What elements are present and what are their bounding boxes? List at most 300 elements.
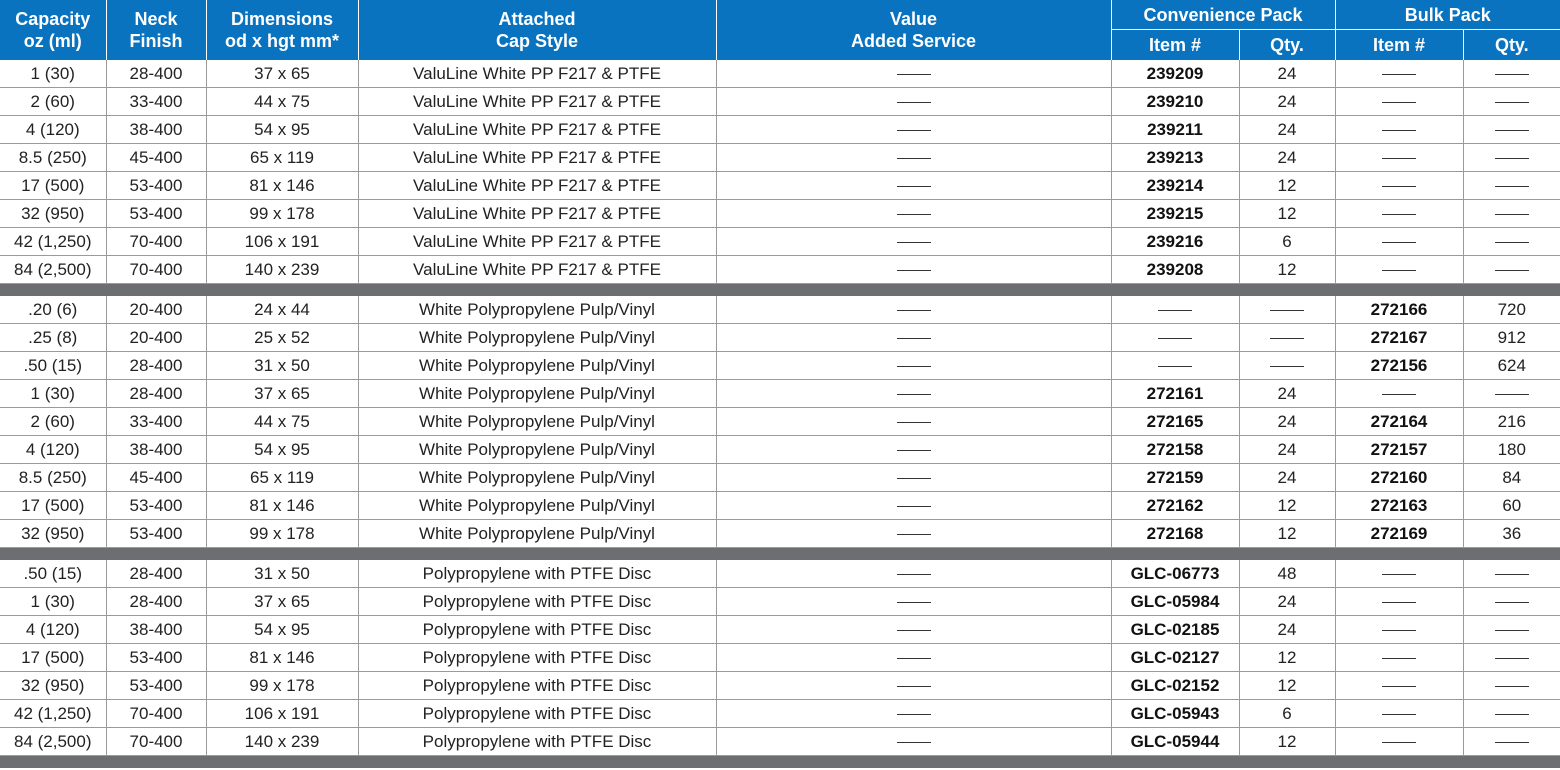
bulk-qty-cell: [1463, 88, 1560, 116]
convenience-item-cell: 239209: [1111, 60, 1239, 88]
value-added-service-header: Value Added Service: [716, 0, 1111, 60]
cap-style-cell: Polypropylene with PTFE Disc: [358, 672, 716, 700]
table-row: [0, 728, 1560, 756]
convenience-qty-header: Qty.: [1239, 30, 1335, 61]
not-available-dash: [897, 478, 931, 479]
capacity-cell: 32 (950): [0, 520, 106, 548]
convenience-qty-cell: 12: [1239, 200, 1335, 228]
capacity-cell: 32 (950): [0, 200, 106, 228]
not-available-dash: [897, 338, 931, 339]
cap-style-cell: White Polypropylene Pulp/Vinyl: [358, 520, 716, 548]
table-row: [0, 116, 1560, 144]
dimensions-cell: 44 x 75: [206, 88, 358, 116]
not-available-dash: [1270, 310, 1304, 311]
capacity-cell: .50 (15): [0, 352, 106, 380]
value-added-service-cell: [716, 672, 1111, 700]
cap-style-cell: White Polypropylene Pulp/Vinyl: [358, 380, 716, 408]
value-added-service-cell: [716, 116, 1111, 144]
bulk-qty-cell: [1463, 588, 1560, 616]
table-row: [0, 296, 1560, 324]
not-available-dash: [1495, 394, 1529, 395]
bulk-qty-cell: [1463, 672, 1560, 700]
dimensions-cell: 37 x 65: [206, 588, 358, 616]
capacity-cell: 32 (950): [0, 672, 106, 700]
cap-style-cell: Polypropylene with PTFE Disc: [358, 728, 716, 756]
table-header: [0, 0, 1560, 60]
neck-finish-cell: 53-400: [106, 492, 206, 520]
cap-style-cell: ValuLine White PP F217 & PTFE: [358, 88, 716, 116]
dimensions-cell: 81 x 146: [206, 172, 358, 200]
bulk-qty-cell: [1463, 116, 1560, 144]
convenience-item-cell: 239210: [1111, 88, 1239, 116]
convenience-qty-cell: [1239, 352, 1335, 380]
table-row: [0, 644, 1560, 672]
not-available-dash: [897, 742, 931, 743]
bulk-item-cell: [1335, 728, 1463, 756]
cap-style-header: Attached Cap Style: [358, 0, 716, 60]
cap-style-cell: ValuLine White PP F217 & PTFE: [358, 60, 716, 88]
not-available-dash: [897, 714, 931, 715]
table-row: [0, 380, 1560, 408]
bulk-qty-cell: 84: [1463, 464, 1560, 492]
not-available-dash: [1382, 130, 1416, 131]
value-added-service-cell: [716, 296, 1111, 324]
dimensions-cell: 54 x 95: [206, 616, 358, 644]
value-added-service-cell: [716, 380, 1111, 408]
bulk-qty-cell: [1463, 560, 1560, 588]
dimensions-cell: 37 x 65: [206, 380, 358, 408]
not-available-dash: [1495, 74, 1529, 75]
not-available-dash: [1382, 574, 1416, 575]
dimensions-cell: 99 x 178: [206, 520, 358, 548]
cap-style-cell: White Polypropylene Pulp/Vinyl: [358, 352, 716, 380]
not-available-dash: [1495, 602, 1529, 603]
not-available-dash: [897, 130, 931, 131]
dimensions-cell: 140 x 239: [206, 256, 358, 284]
capacity-cell: 17 (500): [0, 492, 106, 520]
not-available-dash: [1382, 714, 1416, 715]
cap-style-cell: Polypropylene with PTFE Disc: [358, 560, 716, 588]
group-separator: [0, 548, 1560, 561]
bulk-qty-cell: [1463, 644, 1560, 672]
table-row: [0, 492, 1560, 520]
neck-finish-cell: 45-400: [106, 464, 206, 492]
not-available-dash: [1495, 214, 1529, 215]
value-added-service-cell: [716, 144, 1111, 172]
not-available-dash: [1495, 242, 1529, 243]
bulk-item-cell: 272169: [1335, 520, 1463, 548]
not-available-dash: [1495, 270, 1529, 271]
table-row: [0, 520, 1560, 548]
not-available-dash: [1382, 186, 1416, 187]
bulk-qty-cell: [1463, 728, 1560, 756]
table-row: [0, 672, 1560, 700]
bulk-qty-cell: [1463, 144, 1560, 172]
convenience-qty-cell: 48: [1239, 560, 1335, 588]
neck-finish-cell: 38-400: [106, 436, 206, 464]
convenience-item-cell: 239208: [1111, 256, 1239, 284]
convenience-item-cell: 272165: [1111, 408, 1239, 436]
convenience-qty-cell: 24: [1239, 60, 1335, 88]
cap-style-cell: ValuLine White PP F217 & PTFE: [358, 172, 716, 200]
capacity-cell: .20 (6): [0, 296, 106, 324]
convenience-item-cell: 272158: [1111, 436, 1239, 464]
bulk-item-header: Item #: [1335, 30, 1463, 61]
value-added-service-cell: [716, 88, 1111, 116]
convenience-item-cell: 239211: [1111, 116, 1239, 144]
value-added-service-cell: [716, 520, 1111, 548]
not-available-dash: [1382, 242, 1416, 243]
table-row: [0, 88, 1560, 116]
bulk-item-cell: [1335, 616, 1463, 644]
bulk-qty-cell: [1463, 60, 1560, 88]
capacity-cell: 8.5 (250): [0, 464, 106, 492]
dimensions-cell: 99 x 178: [206, 200, 358, 228]
neck-finish-cell: 45-400: [106, 144, 206, 172]
dimensions-cell: 24 x 44: [206, 296, 358, 324]
convenience-item-cell: [1111, 352, 1239, 380]
bulk-qty-cell: 216: [1463, 408, 1560, 436]
convenience-qty-cell: 24: [1239, 116, 1335, 144]
capacity-cell: 2 (60): [0, 88, 106, 116]
convenience-item-cell: 239213: [1111, 144, 1239, 172]
value-added-service-cell: [716, 228, 1111, 256]
cap-style-cell: ValuLine White PP F217 & PTFE: [358, 228, 716, 256]
bulk-item-cell: [1335, 588, 1463, 616]
not-available-dash: [1495, 102, 1529, 103]
not-available-dash: [897, 574, 931, 575]
convenience-item-cell: 272168: [1111, 520, 1239, 548]
table-body: [0, 60, 1560, 768]
capacity-cell: 1 (30): [0, 60, 106, 88]
not-available-dash: [1382, 658, 1416, 659]
convenience-item-cell: GLC-05944: [1111, 728, 1239, 756]
bulk-item-cell: 272163: [1335, 492, 1463, 520]
convenience-item-cell: 239215: [1111, 200, 1239, 228]
not-available-dash: [897, 506, 931, 507]
bulk-qty-cell: 180: [1463, 436, 1560, 464]
neck-finish-cell: 38-400: [106, 116, 206, 144]
table-row: [0, 200, 1560, 228]
bulk-qty-cell: [1463, 700, 1560, 728]
not-available-dash: [897, 602, 931, 603]
not-available-dash: [897, 422, 931, 423]
convenience-qty-cell: 12: [1239, 492, 1335, 520]
cap-style-cell: Polypropylene with PTFE Disc: [358, 644, 716, 672]
bulk-qty-cell: [1463, 172, 1560, 200]
neck-finish-cell: 53-400: [106, 644, 206, 672]
value-added-service-cell: [716, 700, 1111, 728]
neck-finish-cell: 28-400: [106, 380, 206, 408]
table-row: [0, 616, 1560, 644]
not-available-dash: [1382, 270, 1416, 271]
cap-style-cell: ValuLine White PP F217 & PTFE: [358, 116, 716, 144]
convenience-qty-cell: [1239, 324, 1335, 352]
bulk-qty-cell: [1463, 380, 1560, 408]
not-available-dash: [897, 270, 931, 271]
table-row: [0, 144, 1560, 172]
convenience-item-cell: GLC-02152: [1111, 672, 1239, 700]
capacity-cell: 1 (30): [0, 588, 106, 616]
capacity-cell: 8.5 (250): [0, 144, 106, 172]
not-available-dash: [897, 686, 931, 687]
bulk-item-cell: [1335, 172, 1463, 200]
not-available-dash: [1495, 186, 1529, 187]
neck-finish-header: Neck Finish: [106, 0, 206, 60]
capacity-cell: 1 (30): [0, 380, 106, 408]
value-added-service-cell: [716, 324, 1111, 352]
convenience-qty-cell: 24: [1239, 436, 1335, 464]
neck-finish-cell: 70-400: [106, 728, 206, 756]
convenience-qty-cell: 12: [1239, 672, 1335, 700]
capacity-cell: 2 (60): [0, 408, 106, 436]
bulk-qty-cell: [1463, 256, 1560, 284]
capacity-header: Capacity oz (ml): [0, 0, 106, 60]
bulk-item-cell: [1335, 644, 1463, 672]
convenience-qty-cell: 24: [1239, 588, 1335, 616]
neck-finish-cell: 53-400: [106, 200, 206, 228]
convenience-qty-cell: 6: [1239, 700, 1335, 728]
neck-finish-cell: 53-400: [106, 672, 206, 700]
not-available-dash: [1382, 602, 1416, 603]
not-available-dash: [1382, 394, 1416, 395]
bulk-item-cell: [1335, 672, 1463, 700]
bulk-item-cell: 272157: [1335, 436, 1463, 464]
value-added-service-cell: [716, 256, 1111, 284]
neck-finish-cell: 28-400: [106, 60, 206, 88]
not-available-dash: [1495, 742, 1529, 743]
capacity-cell: 84 (2,500): [0, 728, 106, 756]
neck-finish-cell: 70-400: [106, 228, 206, 256]
not-available-dash: [1495, 630, 1529, 631]
not-available-dash: [1382, 74, 1416, 75]
neck-finish-cell: 33-400: [106, 88, 206, 116]
not-available-dash: [897, 394, 931, 395]
convenience-qty-cell: 24: [1239, 144, 1335, 172]
convenience-qty-cell: 24: [1239, 380, 1335, 408]
bulk-item-cell: 272167: [1335, 324, 1463, 352]
value-added-service-cell: [716, 464, 1111, 492]
convenience-qty-cell: 6: [1239, 228, 1335, 256]
cap-style-cell: White Polypropylene Pulp/Vinyl: [358, 324, 716, 352]
not-available-dash: [897, 310, 931, 311]
not-available-dash: [897, 450, 931, 451]
neck-finish-cell: 28-400: [106, 352, 206, 380]
value-added-service-cell: [716, 728, 1111, 756]
dimensions-cell: 54 x 95: [206, 436, 358, 464]
group-separator: [0, 284, 1560, 297]
value-added-service-cell: [716, 200, 1111, 228]
not-available-dash: [1382, 102, 1416, 103]
table-row: [0, 464, 1560, 492]
not-available-dash: [1382, 686, 1416, 687]
dimensions-cell: 81 x 146: [206, 644, 358, 672]
value-added-service-cell: [716, 492, 1111, 520]
cap-style-cell: White Polypropylene Pulp/Vinyl: [358, 492, 716, 520]
value-added-service-cell: [716, 588, 1111, 616]
not-available-dash: [897, 214, 931, 215]
neck-finish-cell: 70-400: [106, 256, 206, 284]
capacity-cell: 17 (500): [0, 172, 106, 200]
capacity-cell: 4 (120): [0, 616, 106, 644]
bulk-qty-header: Qty.: [1463, 30, 1560, 61]
not-available-dash: [897, 242, 931, 243]
bulk-item-cell: [1335, 380, 1463, 408]
convenience-item-cell: [1111, 324, 1239, 352]
bulk-item-cell: 272156: [1335, 352, 1463, 380]
not-available-dash: [1158, 338, 1192, 339]
cap-style-cell: Polypropylene with PTFE Disc: [358, 616, 716, 644]
convenience-item-cell: GLC-02185: [1111, 616, 1239, 644]
bulk-item-cell: 272160: [1335, 464, 1463, 492]
bulk-item-cell: [1335, 200, 1463, 228]
bulk-item-cell: [1335, 228, 1463, 256]
bulk-qty-cell: 720: [1463, 296, 1560, 324]
value-added-service-cell: [716, 60, 1111, 88]
convenience-item-cell: 272161: [1111, 380, 1239, 408]
bulk-item-cell: 272164: [1335, 408, 1463, 436]
capacity-cell: .25 (8): [0, 324, 106, 352]
not-available-dash: [1382, 630, 1416, 631]
dimensions-cell: 25 x 52: [206, 324, 358, 352]
convenience-item-header: Item #: [1111, 30, 1239, 61]
not-available-dash: [1495, 714, 1529, 715]
not-available-dash: [897, 366, 931, 367]
bulk-item-cell: 272166: [1335, 296, 1463, 324]
not-available-dash: [1495, 130, 1529, 131]
convenience-item-cell: 239214: [1111, 172, 1239, 200]
convenience-item-cell: 239216: [1111, 228, 1239, 256]
dimensions-cell: 54 x 95: [206, 116, 358, 144]
convenience-qty-cell: 12: [1239, 644, 1335, 672]
bulk-item-cell: [1335, 144, 1463, 172]
convenience-qty-cell: 24: [1239, 88, 1335, 116]
dimensions-cell: 106 x 191: [206, 700, 358, 728]
bulk-qty-cell: 60: [1463, 492, 1560, 520]
dimensions-cell: 81 x 146: [206, 492, 358, 520]
table-row: [0, 352, 1560, 380]
convenience-item-cell: [1111, 296, 1239, 324]
convenience-qty-cell: 12: [1239, 172, 1335, 200]
convenience-item-cell: GLC-05984: [1111, 588, 1239, 616]
bulk-item-cell: [1335, 88, 1463, 116]
neck-finish-cell: 20-400: [106, 296, 206, 324]
dimensions-cell: 31 x 50: [206, 352, 358, 380]
not-available-dash: [1495, 574, 1529, 575]
cap-style-cell: White Polypropylene Pulp/Vinyl: [358, 436, 716, 464]
value-added-service-cell: [716, 352, 1111, 380]
not-available-dash: [1382, 742, 1416, 743]
convenience-qty-cell: 12: [1239, 520, 1335, 548]
convenience-item-cell: 272162: [1111, 492, 1239, 520]
not-available-dash: [897, 534, 931, 535]
capacity-cell: 84 (2,500): [0, 256, 106, 284]
not-available-dash: [1495, 158, 1529, 159]
bulk-qty-cell: 36: [1463, 520, 1560, 548]
not-available-dash: [1270, 338, 1304, 339]
table-row: [0, 700, 1560, 728]
bulk-qty-cell: 912: [1463, 324, 1560, 352]
not-available-dash: [897, 74, 931, 75]
not-available-dash: [897, 186, 931, 187]
capacity-cell: 42 (1,250): [0, 700, 106, 728]
dimensions-cell: 37 x 65: [206, 60, 358, 88]
capacity-cell: 4 (120): [0, 116, 106, 144]
not-available-dash: [897, 630, 931, 631]
cap-style-cell: ValuLine White PP F217 & PTFE: [358, 256, 716, 284]
convenience-item-cell: GLC-02127: [1111, 644, 1239, 672]
not-available-dash: [1158, 366, 1192, 367]
not-available-dash: [1382, 158, 1416, 159]
convenience-qty-cell: 12: [1239, 256, 1335, 284]
cap-style-cell: ValuLine White PP F217 & PTFE: [358, 200, 716, 228]
neck-finish-cell: 53-400: [106, 520, 206, 548]
convenience-qty-cell: 24: [1239, 408, 1335, 436]
neck-finish-cell: 20-400: [106, 324, 206, 352]
dimensions-cell: 44 x 75: [206, 408, 358, 436]
bulk-qty-cell: [1463, 616, 1560, 644]
dimensions-cell: 99 x 178: [206, 672, 358, 700]
bulk-item-cell: [1335, 60, 1463, 88]
table-row: [0, 256, 1560, 284]
dimensions-cell: 31 x 50: [206, 560, 358, 588]
bulk-qty-cell: [1463, 200, 1560, 228]
table-row: [0, 588, 1560, 616]
group-separator: [0, 756, 1560, 769]
cap-style-cell: White Polypropylene Pulp/Vinyl: [358, 296, 716, 324]
value-added-service-cell: [716, 436, 1111, 464]
neck-finish-cell: 38-400: [106, 616, 206, 644]
convenience-qty-cell: 12: [1239, 728, 1335, 756]
convenience-item-cell: 272159: [1111, 464, 1239, 492]
value-added-service-cell: [716, 172, 1111, 200]
table-row: [0, 228, 1560, 256]
not-available-dash: [897, 158, 931, 159]
convenience-item-cell: GLC-05943: [1111, 700, 1239, 728]
capacity-cell: .50 (15): [0, 560, 106, 588]
convenience-item-cell: GLC-06773: [1111, 560, 1239, 588]
not-available-dash: [1495, 658, 1529, 659]
dimensions-cell: 106 x 191: [206, 228, 358, 256]
value-added-service-cell: [716, 408, 1111, 436]
table-row: [0, 408, 1560, 436]
convenience-pack-header: Convenience Pack: [1111, 0, 1335, 30]
not-available-dash: [1382, 214, 1416, 215]
table-row: [0, 324, 1560, 352]
neck-finish-cell: 28-400: [106, 560, 206, 588]
value-added-service-cell: [716, 560, 1111, 588]
cap-style-cell: Polypropylene with PTFE Disc: [358, 700, 716, 728]
cap-style-cell: White Polypropylene Pulp/Vinyl: [358, 408, 716, 436]
neck-finish-cell: 53-400: [106, 172, 206, 200]
cap-style-cell: ValuLine White PP F217 & PTFE: [358, 144, 716, 172]
table-row: [0, 560, 1560, 588]
dimensions-header: Dimensions od x hgt mm*: [206, 0, 358, 60]
capacity-cell: 42 (1,250): [0, 228, 106, 256]
table-row: [0, 172, 1560, 200]
dimensions-cell: 65 x 119: [206, 144, 358, 172]
capacity-cell: 17 (500): [0, 644, 106, 672]
bulk-qty-cell: 624: [1463, 352, 1560, 380]
dimensions-cell: 140 x 239: [206, 728, 358, 756]
not-available-dash: [1270, 366, 1304, 367]
convenience-qty-cell: 24: [1239, 464, 1335, 492]
cap-style-cell: Polypropylene with PTFE Disc: [358, 588, 716, 616]
cap-style-cell: White Polypropylene Pulp/Vinyl: [358, 464, 716, 492]
table-row: [0, 60, 1560, 88]
capacity-cell: 4 (120): [0, 436, 106, 464]
bulk-item-cell: [1335, 700, 1463, 728]
